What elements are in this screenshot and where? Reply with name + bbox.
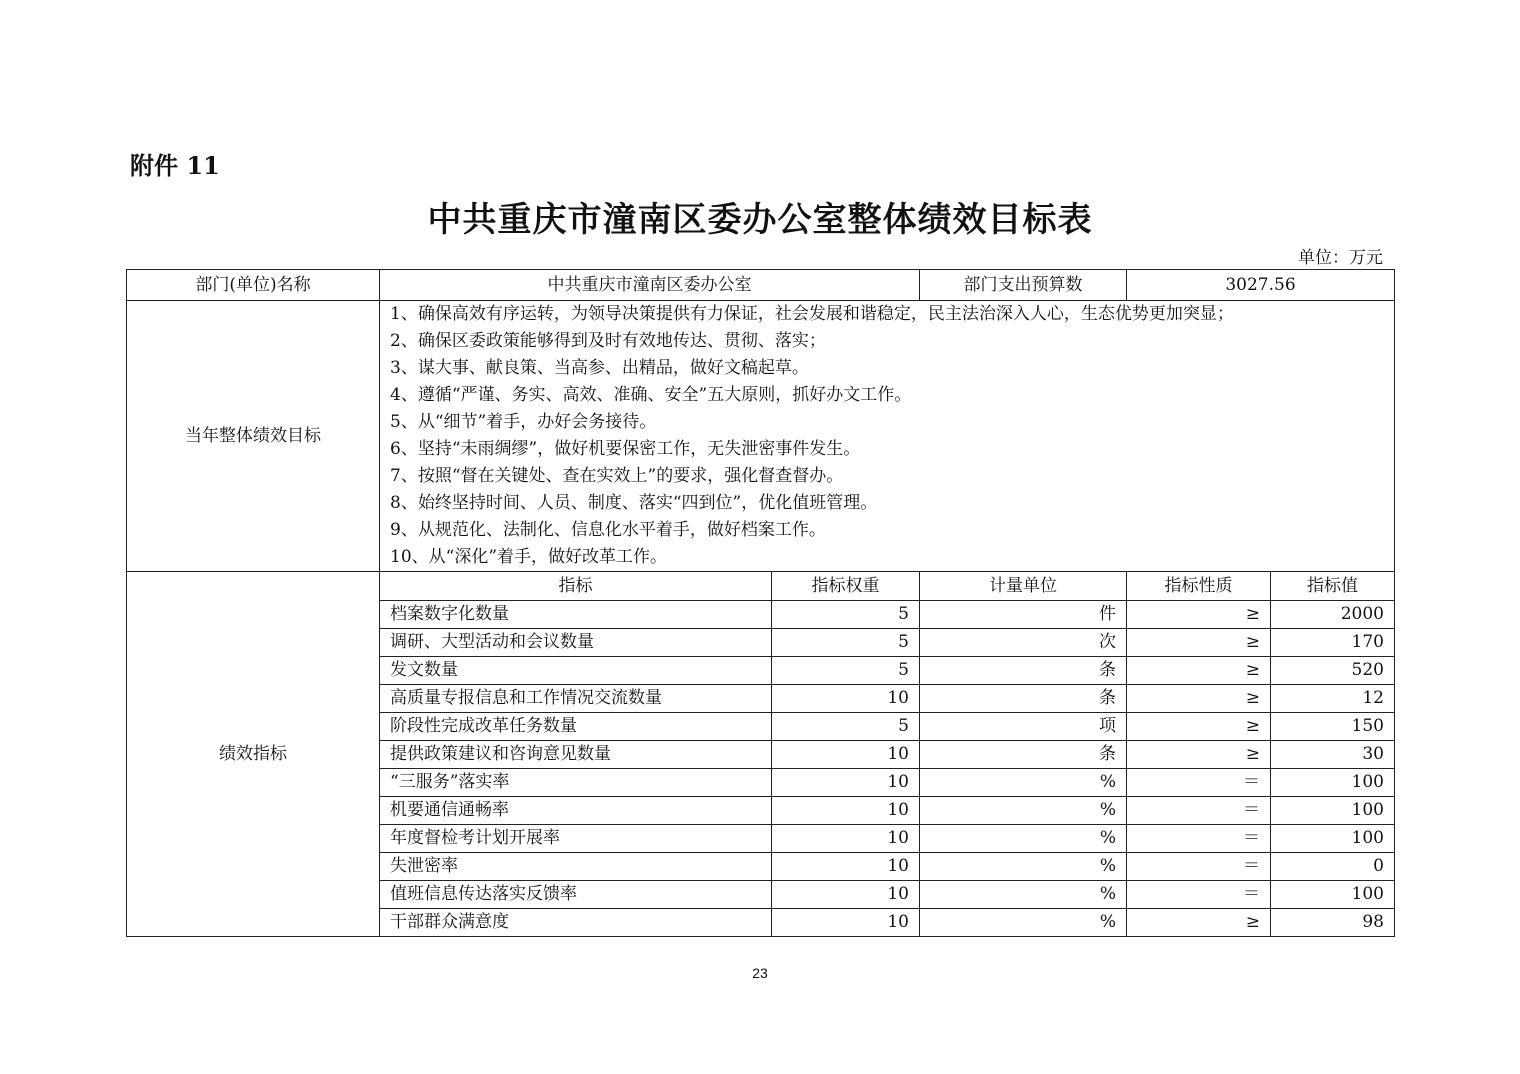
indicator-name: 高质量专报信息和工作情况交流数量 [380,685,772,713]
dept-label: 部门(单位)名称 [127,270,380,301]
indicator-weight: 10 [772,797,920,825]
page-title: 中共重庆市潼南区委办公室整体绩效目标表 [427,200,1093,240]
indicator-name: 值班信息传达落实反馈率 [380,881,772,909]
indicator-value: 170 [1271,629,1395,657]
budget-label: 部门支出预算数 [920,270,1127,301]
indicator-name: 机要通信通畅率 [380,797,772,825]
indicator-nature: ＝ [1127,825,1271,853]
indicator-weight: 10 [772,909,920,937]
indicator-value: 12 [1271,685,1395,713]
indicator-header-row [127,572,1395,601]
indicator-name: 档案数字化数量 [380,601,772,629]
col-header-value: 指标值 [1271,572,1395,601]
indicator-weight: 10 [772,853,920,881]
indicator-unit: 件 [920,601,1127,629]
indicator-unit: 项 [920,713,1127,741]
indicator-value: 520 [1271,657,1395,685]
indicator-value: 150 [1271,713,1395,741]
indicator-value: 98 [1271,909,1395,937]
indicator-unit: 次 [920,629,1127,657]
indicator-unit: % [920,769,1127,797]
goal-item: 9、从规范化、法制化、信息化水平着手，做好档案工作。 [390,520,826,540]
indicator-unit: % [920,797,1127,825]
indicator-nature: ≥ [1127,657,1271,685]
indicators-label: 绩效指标 [127,572,380,937]
col-header-weight: 指标权重 [772,572,920,601]
indicator-value: 2000 [1271,601,1395,629]
goals-list [380,301,1395,572]
indicator-nature: ≥ [1127,601,1271,629]
goal-item: 10、从“深化”着手，做好改革工作。 [390,547,668,567]
goal-item: 7、按照“督在关键处、查在实效上”的要求，强化督查督办。 [390,466,844,486]
indicator-unit: % [920,881,1127,909]
page-number: 23 [752,965,768,981]
indicator-nature: ≥ [1127,741,1271,769]
indicator-name: 干部群众满意度 [380,909,772,937]
attachment-label: 附件 11 [130,151,220,180]
indicator-weight: 10 [772,825,920,853]
indicator-weight: 10 [772,741,920,769]
indicator-name: 提供政策建议和咨询意见数量 [380,741,772,769]
indicator-weight: 5 [772,629,920,657]
header-row [127,270,1395,301]
indicator-unit: 条 [920,685,1127,713]
indicator-name: 发文数量 [380,657,772,685]
indicator-weight: 5 [772,601,920,629]
indicator-weight: 5 [772,657,920,685]
goal-item: 5、从“细节”着手，办好会务接待。 [390,412,657,432]
indicator-unit: % [920,853,1127,881]
goal-item: 3、谋大事、献良策、当高参、出精品，做好文稿起草。 [390,358,809,378]
goal-item: 4、遵循“严谨、务实、高效、准确、安全”五大原则，抓好办文工作。 [390,385,912,405]
indicator-nature: ≥ [1127,713,1271,741]
indicator-nature: ≥ [1127,909,1271,937]
col-header-indicator: 指标 [380,572,772,601]
goal-item: 2、确保区委政策能够得到及时有效地传达、贯彻、落实； [390,331,826,351]
indicator-name: 阶段性完成改革任务数量 [380,713,772,741]
col-header-unit: 计量单位 [920,572,1127,601]
budget-value: 3027.56 [1127,270,1395,301]
indicator-name: 失泄密率 [380,853,772,881]
indicator-name: “三服务”落实率 [380,769,772,797]
indicator-name: 年度督检考计划开展率 [380,825,772,853]
performance-table [126,269,1395,937]
indicator-unit: % [920,825,1127,853]
goals-label: 当年整体绩效目标 [127,301,380,572]
indicator-nature: ＝ [1127,769,1271,797]
indicator-name: 调研、大型活动和会议数量 [380,629,772,657]
indicator-value: 0 [1271,853,1395,881]
indicator-nature: ＝ [1127,797,1271,825]
indicator-unit: 条 [920,741,1127,769]
indicator-value: 100 [1271,769,1395,797]
indicator-weight: 10 [772,685,920,713]
goal-item: 8、始终坚持时间、人员、制度、落实“四到位”，优化值班管理。 [390,493,878,513]
indicator-unit: 条 [920,657,1127,685]
indicator-nature: ≥ [1127,685,1271,713]
goal-item: 1、确保高效有序运转，为领导决策提供有力保证，社会发展和谐稳定，民主法治深入人心，生态优势更加突显； [390,304,1234,324]
indicator-weight: 10 [772,769,920,797]
indicator-value: 100 [1271,881,1395,909]
goals-row [127,301,1395,572]
col-header-nature: 指标性质 [1127,572,1271,601]
indicator-weight: 5 [772,713,920,741]
unit-label: 单位：万元 [1298,248,1383,268]
dept-value: 中共重庆市潼南区委办公室 [380,270,920,301]
indicator-nature: ≥ [1127,629,1271,657]
indicator-value: 100 [1271,797,1395,825]
indicator-unit: % [920,909,1127,937]
goal-item: 6、坚持“未雨绸缪”，做好机要保密工作，无失泄密事件发生。 [390,439,861,459]
indicator-nature: ＝ [1127,853,1271,881]
indicator-value: 30 [1271,741,1395,769]
indicator-value: 100 [1271,825,1395,853]
indicator-nature: ＝ [1127,881,1271,909]
indicator-weight: 10 [772,881,920,909]
